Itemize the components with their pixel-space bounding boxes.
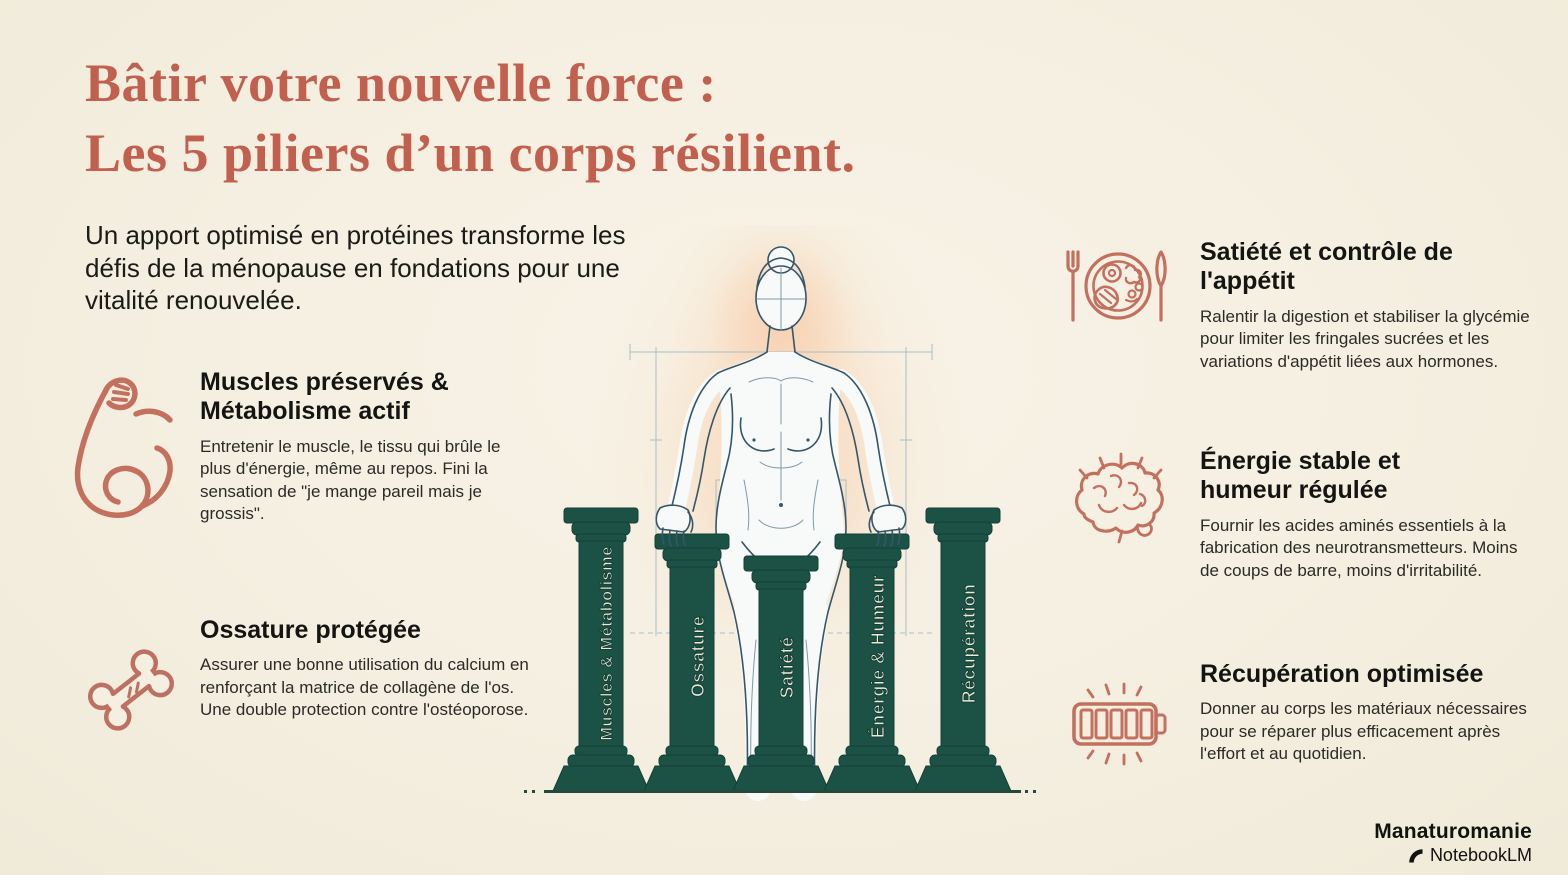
credit-label: NotebookLM: [1429, 845, 1532, 865]
pillar-label-4: Énergie & Humeur: [868, 574, 888, 739]
brand-name: Manaturomanie: [1374, 820, 1532, 843]
feature-satiete: [1200, 238, 1545, 373]
brain-icon: [1066, 450, 1171, 555]
credit-row: [1407, 845, 1532, 866]
feature-ossature-title: Ossature protégée: [200, 616, 421, 644]
plate-icon: [1062, 242, 1174, 337]
intro-text: Un apport optimisé en protéines transforme les défis de la ménopause en fondations pour une vitalité renouvelée.: [85, 220, 626, 315]
feature-energie-title: Énergie stable et humeur régulée: [1200, 447, 1401, 505]
page-title: [85, 48, 1025, 188]
bone-icon: [74, 620, 189, 760]
title-line-2: Les 5 piliers d’un corps résilient.: [85, 123, 856, 184]
feature-recuperation: [1200, 660, 1545, 766]
title-line-1: Bâtir votre nouvelle force :: [85, 53, 717, 113]
battery-icon: [1066, 676, 1174, 771]
pillar-label-2: Ossature: [688, 615, 708, 698]
feature-satiete-title: Satiété et contrôle de l'appétit: [1200, 238, 1453, 296]
notebooklm-icon: [1407, 847, 1425, 865]
feature-recuperation-title: Récupération optimisée: [1200, 660, 1484, 688]
bicep-icon: [64, 372, 184, 542]
feature-muscles: [200, 368, 545, 526]
feature-satiete-body: Ralentir la digestion et stabiliser la glycémie pour limiter les fringales sucrées et les variations d'appétit liées aux hormones.: [1200, 306, 1530, 371]
feature-muscles-body: Entretenir le muscle, le tissu qui brûle le plus d'énergie, même au repos. Fini la sensation de "je mange pareil mais je grossis".: [200, 436, 501, 524]
feature-energie-body: Fournir les acides aminés essentiels à la fabrication des neurotransmetteurs. Moins de coups de barre, moins d'irritabilité.: [1200, 515, 1518, 580]
pillar-label-5: Récupération: [959, 583, 979, 704]
feature-ossature-body: Assurer une bonne utilisation du calcium en renforçant la matrice de collagène de l'os. Une double protection contre l'ostéoporose.: [200, 655, 529, 720]
pillar-label-1: Muscles & Métabolisme: [598, 546, 616, 741]
pillars-illustration: [520, 225, 1060, 825]
pillar-label-3: Satiété: [777, 636, 797, 699]
feature-muscles-title: Muscles préservés & Métabolisme actif: [200, 368, 449, 426]
feature-recuperation-body: Donner au corps les matériaux nécessaires pour se réparer plus efficacement après l'effort et au quotidien.: [1200, 699, 1527, 764]
feature-ossature: [200, 616, 545, 722]
feature-energie: [1200, 447, 1545, 582]
